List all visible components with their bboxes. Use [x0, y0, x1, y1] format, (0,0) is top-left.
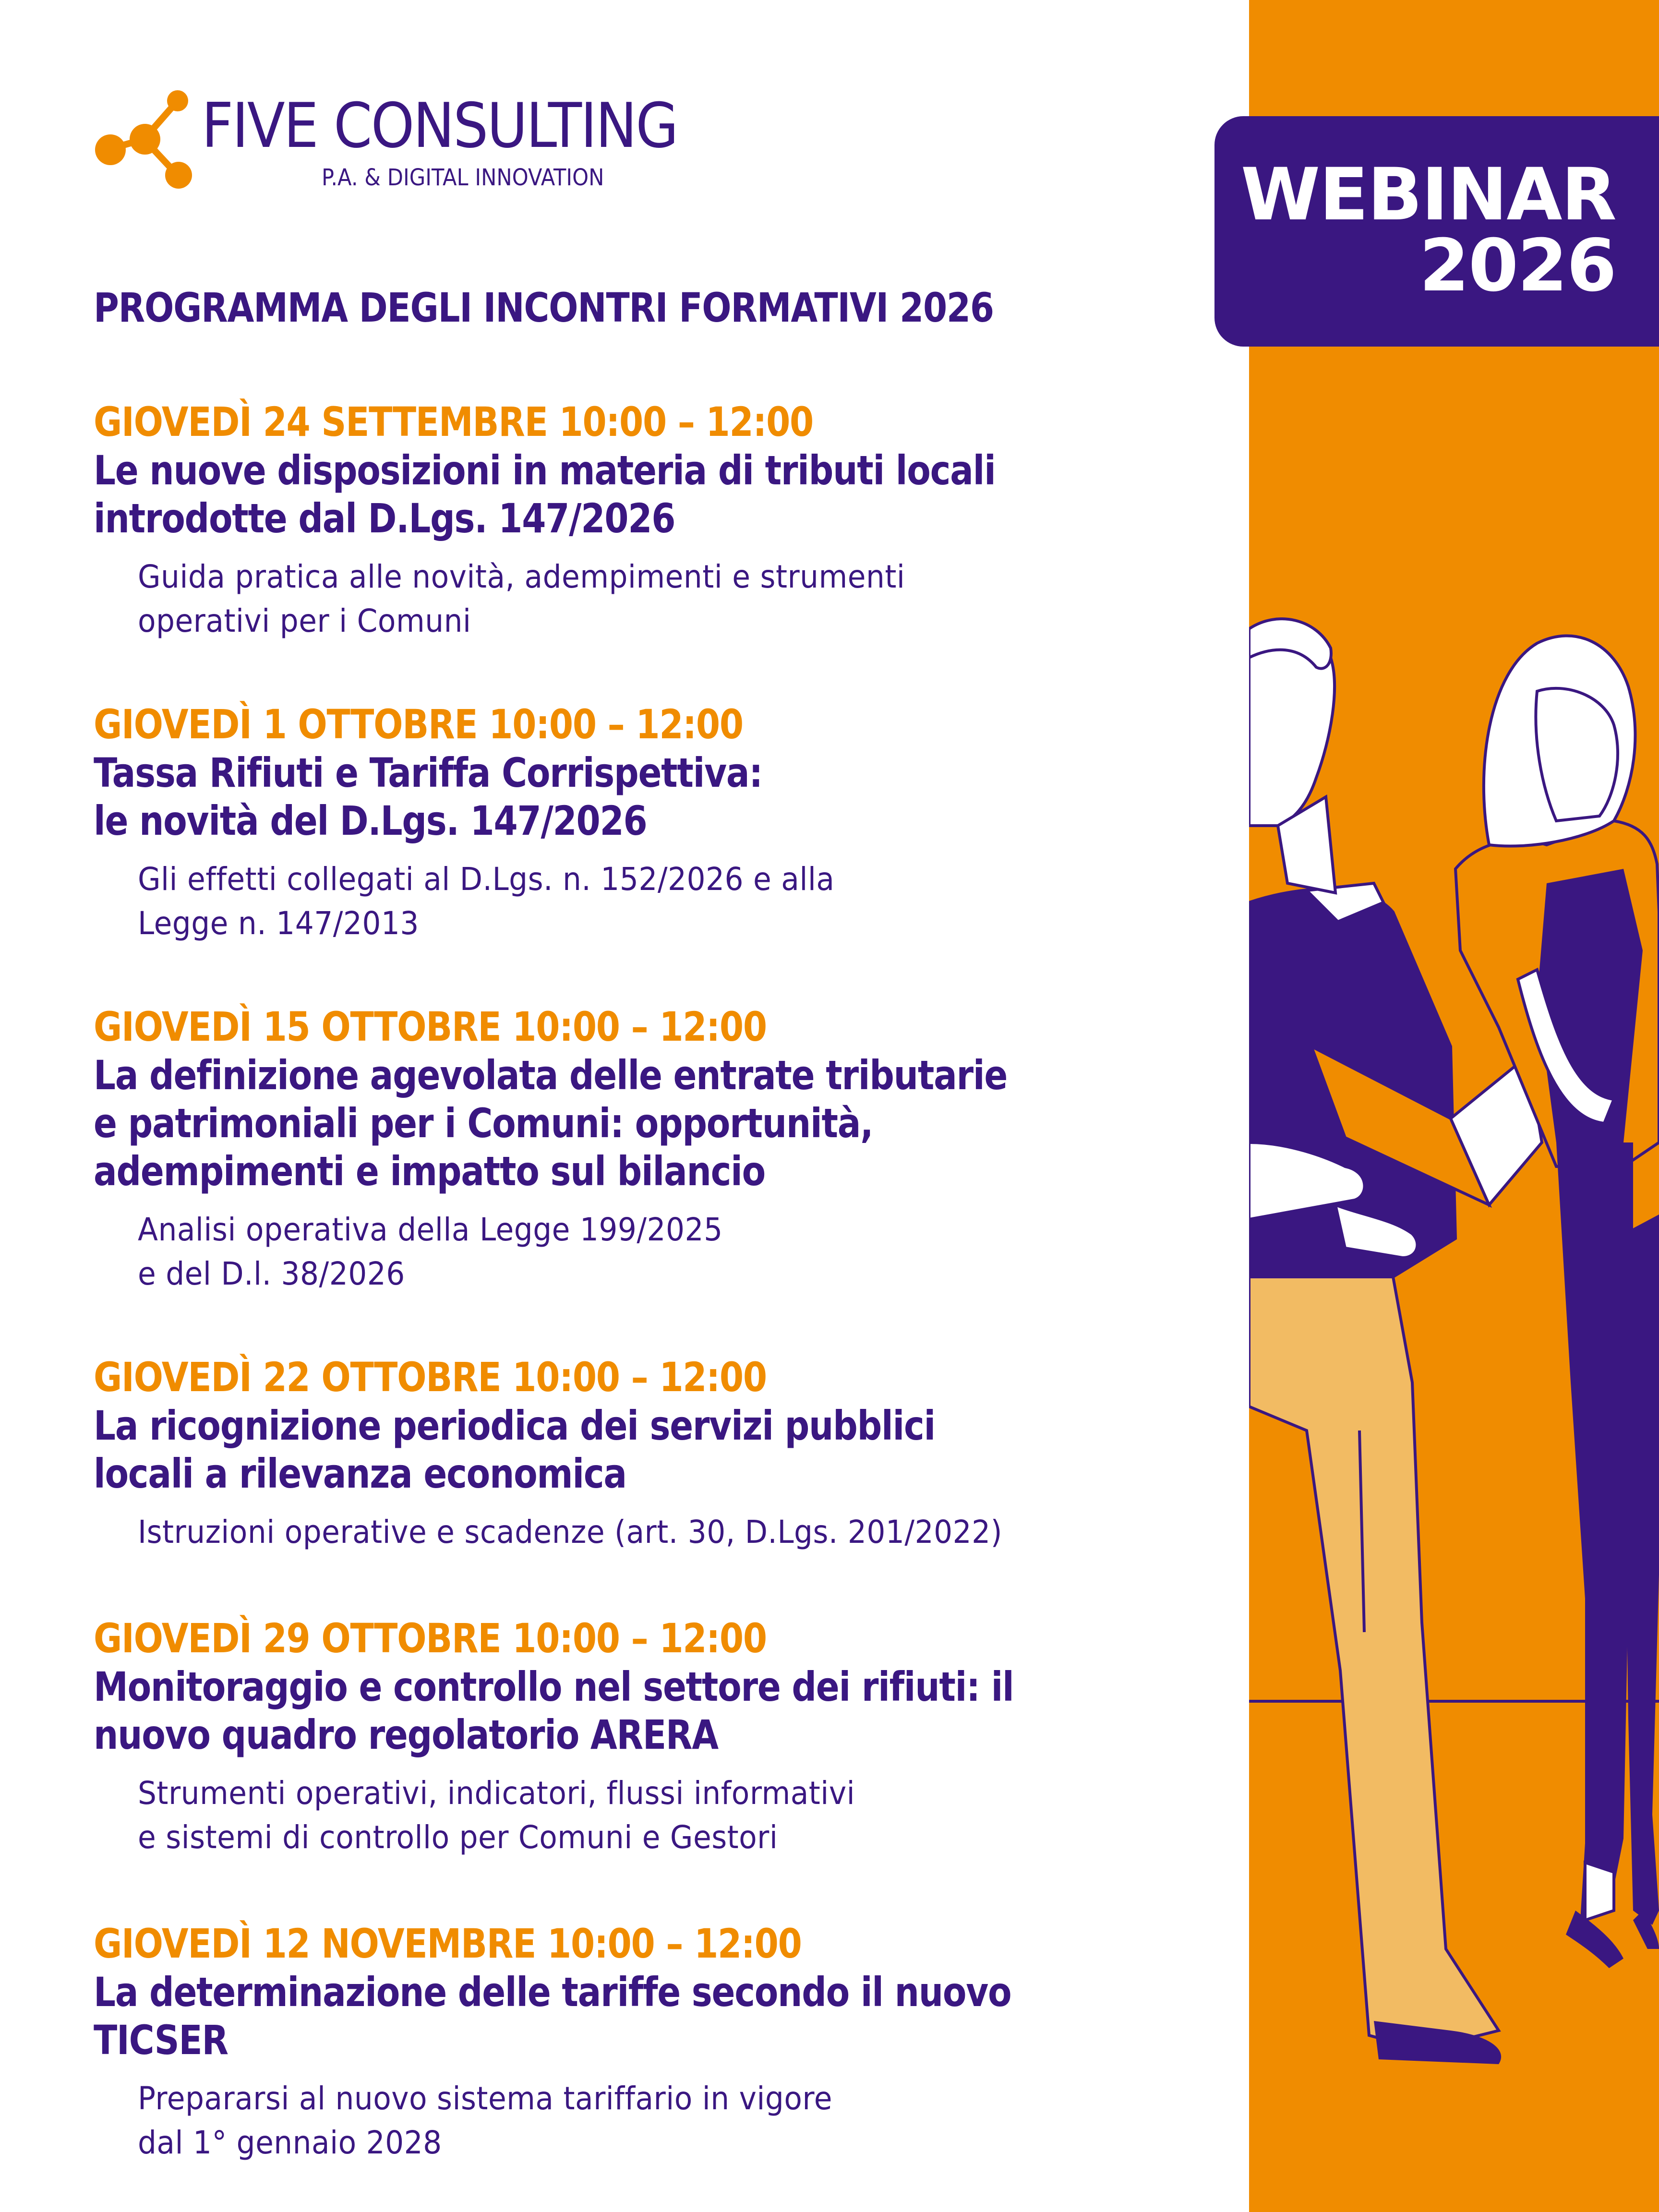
event-date: GIOVEDÌ 22 OTTOBRE 10:00 – 12:00: [94, 1354, 767, 1401]
event-date: GIOVEDÌ 24 SETTEMBRE 10:00 – 12:00: [94, 398, 814, 445]
event-item: [94, 1353, 1290, 1554]
event-item: [94, 1002, 1290, 1296]
event-title: Le nuove disposizioni in materia di tributi locali introdotte dal D.Lgs. 147/2026: [94, 447, 996, 542]
company-logo: [91, 86, 677, 197]
event-item: [94, 1919, 1290, 2165]
event-title: La ricognizione periodica dei servizi pubblici locali a rilevanza economica: [94, 1402, 935, 1497]
event-title: La determinazione delle tariffe secondo il nuovo TICSER: [94, 1969, 1011, 2064]
webinar-badge: [1214, 116, 1659, 347]
event-description: Guida pratica alle novità, adempimenti e strumenti operativi per i Comuni: [138, 558, 905, 639]
event-date: GIOVEDÌ 12 NOVEMBRE 10:00 – 12:00: [94, 1920, 802, 1967]
event-item: [94, 1614, 1290, 1860]
event-title: Monitoraggio e controllo nel settore dei rifiuti: il nuovo quadro regolatorio ARERA: [94, 1663, 1014, 1758]
webinar-badge-text: [1240, 153, 1616, 308]
event-item: [94, 397, 1290, 643]
molecule-network-icon: [91, 86, 202, 197]
event-description: Analisi operativa della Legge 199/2025 e del D.l. 38/2026: [138, 1211, 723, 1292]
program-title: PROGRAMMA DEGLI INCONTRI FORMATIVI 2026: [94, 284, 994, 331]
business-people-illustration: [1249, 614, 1659, 2212]
event-date: GIOVEDÌ 15 OTTOBRE 10:00 – 12:00: [94, 1003, 767, 1050]
webinar-year: 2026: [1419, 224, 1616, 308]
logo-name: FIVE CONSULTING: [202, 90, 677, 162]
event-date: GIOVEDÌ 1 OTTOBRE 10:00 – 12:00: [94, 701, 743, 748]
webinar-label: WEBINAR: [1240, 153, 1616, 237]
logo-subtitle: P.A. & DIGITAL INNOVATION: [322, 164, 604, 191]
event-description: Prepararsi al nuovo sistema tariffario in vigore dal 1° gennaio 2028: [138, 2080, 832, 2161]
event-description: Strumenti operativi, indicatori, flussi informativi e sistemi di controllo per Comuni e Gestori: [138, 1775, 855, 1856]
event-description: Istruzioni operative e scadenze (art. 30, D.Lgs. 201/2022): [138, 1514, 1003, 1551]
event-item: [94, 700, 1290, 946]
event-title: Tassa Rifiuti e Tariffa Corrispettiva: le novità del D.Lgs. 147/2026: [94, 749, 762, 844]
event-title: La definizione agevolata delle entrate tributarie e patrimoniali per i Comuni: opportunità, adempimenti e impatto sul bilancio: [94, 1052, 1008, 1195]
event-description: Gli effetti collegati al D.Lgs. n. 152/2026 e alla Legge n. 147/2013: [138, 861, 835, 942]
event-date: GIOVEDÌ 29 OTTOBRE 10:00 – 12:00: [94, 1615, 767, 1662]
